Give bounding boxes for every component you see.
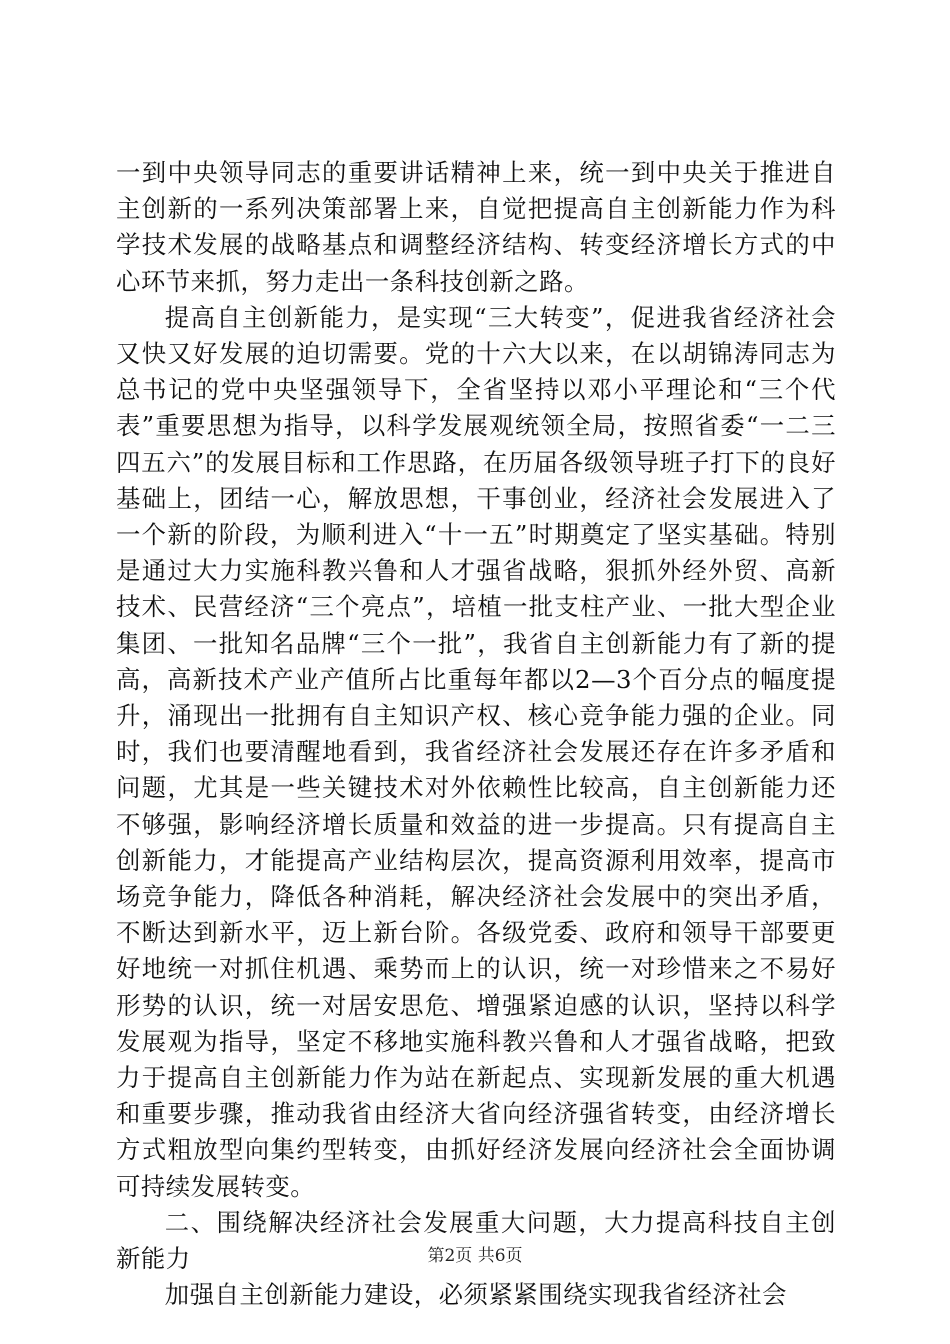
paragraph-strengthen-capacity: 加强自主创新能力建设，必须紧紧围绕实现我省经济社会 xyxy=(164,1280,788,1310)
paragraph-innovation-need: 提高自主创新能力，是实现“三大转变”，促进我省经济社会又快又好发展的迫切需要。党的十六大以来，在以胡锦涛同志为总书记的党中央坚强领导下，全省坚持以邓小平理论和“三个代表”重要思想为指导，以科学发展观统领全局，按照省委“一二三四五六”的发展目标和工作思路，在历届各级领导班子打下的良好基础上，团结一心，解放思想，干事创业，经济社会发展进入了一个新的阶段，为顺利进入“十一五”时期奠定了坚实基础。特别是通过大力实施科教兴鲁和人才强省战略，狠抓外经外贸、高新技术、民营经济“三个亮点”，培植一批支柱产业、一批大型企业集团、一批知名品牌“三个一批”，我省自主创新能力有了新的提高，高新技术产业产值所占比重每年都以2—3个百分点的幅度提升，涌现出一批拥有自主知识产权、核心竞争能力强的企业。同时，我们也要清醒地看到，我省经济社会发展还存在许多矛盾和问题，尤其是一些关键技术对外依赖性比较高，自主创新能力还不够强，影响经济增长质量和效益的进一步提高。只有提高自主创新能力，才能提高产业结构层次，提高资源利用效率，提高市场竞争能力，降低各种消耗，解决经济社会发展中的突出矛盾，不断达到新水平，迈上新台阶。各级党委、政府和领导干部要更好地统一对抓住机遇、乘势而上的认识，统一对珍惜来之不易好形势的认识，统一对居安思危、增强紧迫感的认识，坚持以科学发展观为指导，坚定不移地实施科教兴鲁和人才强省战略，把致力于提高自主创新能力作为站在新起点、实现新发展的重大机遇和重要步骤，推动我省由经济大省向经济强省转变，由经济增长方式粗放型向集约型转变，由抓好经济发展向经济社会全面协调可持续发展转变。 xyxy=(116,302,836,1201)
page-number-footer: 第2页 共6页 xyxy=(427,1246,523,1266)
section-heading-two: 二、围绕解决经济社会发展重大问题，大力提高科技自主创新能力 xyxy=(116,1207,836,1274)
document-body xyxy=(116,155,836,1314)
paragraph-continuation: 一到中央领导同志的重要讲话精神上来，统一到中央关于推进自主创新的一系列决策部署上来，自觉把提高自主创新能力作为科学技术发展的战略基点和调整经济结构、转变经济增长方式的中心环节来抓，努力走出一条科技创新之路。 xyxy=(116,158,836,296)
